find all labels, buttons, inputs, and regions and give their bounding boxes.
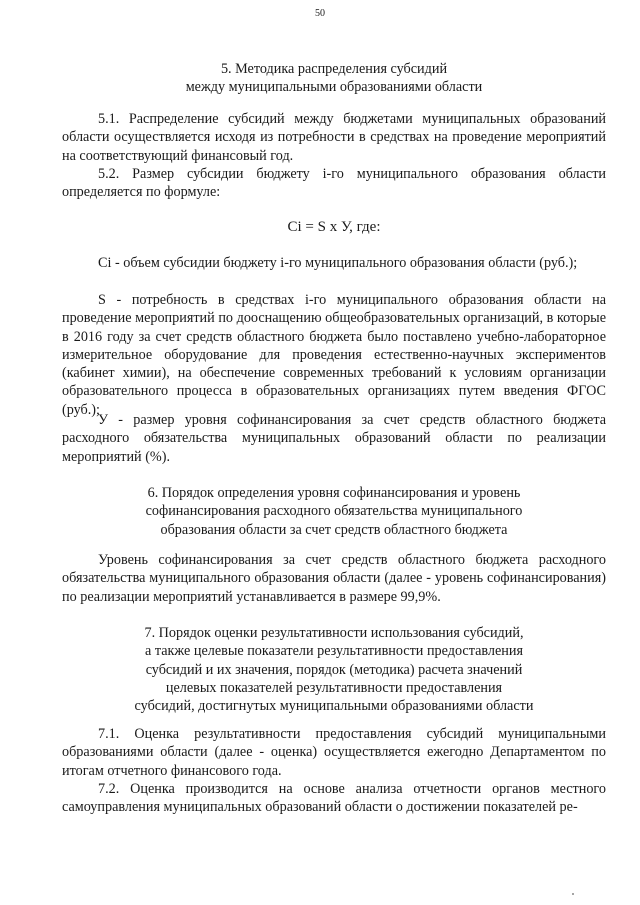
section-7-title-line-1: 7. Порядок оценки результативности использования субсидий,	[144, 625, 524, 641]
formula: Ci = S x У, где:	[287, 219, 381, 235]
section-7-title-line-4: целевых показателей результативности предоставления	[165, 679, 503, 696]
definition-s: S - потребность в средствах i-го муниципального образования области на проведение мероприятий по дооснащению общеобразовательных организаций, в которые в 2016 году за счет средств областного бюджета было поставлено учебно-лабораторное измерительное оборудование для проведения естественно-научных экспериментов (кабинет химии), на обеспечение современных требований к условиям организации образовательного процесса в образовательных организациях путем введения ФГОС (руб.);	[62, 292, 606, 418]
paragraph-7-2: 7.2. Оценка производится на основе анализа отчетности органов местного самоуправления муниципальных образований области о достижении показателей ре-	[62, 781, 606, 816]
scan-speck	[572, 893, 574, 895]
paragraph-5-1: 5.1. Распределение субсидий между бюджетами муниципальных образований области осуществляется исходя из потребности в средствах на проведение мероприятий на соответствующий финансовый год.	[62, 111, 606, 164]
section-7-title-line-3: субсидий и их значения, порядок (методика) расчета значений	[145, 661, 523, 678]
section-5-title-line-2: между муниципальными образованиями области	[185, 79, 483, 96]
section-5-title-line-1: 5. Методика распределения субсидий	[220, 61, 448, 77]
section-6-title-line-1: 6. Порядок определения уровня софинансирования и уровень	[147, 485, 521, 501]
section-6-heading	[62, 484, 606, 539]
paragraph-7-1: 7.1. Оценка результативности предоставления субсидий муниципальными образованиями области (далее - оценка) осуществляется ежегодно Департаментом по итогам отчетного финансового года.	[62, 726, 606, 779]
paragraph-6-1: Уровень софинансирования за счет средств областного бюджета расходного обязательства муниципального образования области (далее - уровень софинансирования) по реализации мероприятий устанавливается в размере 99,9%.	[62, 552, 606, 605]
definition-u: У - размер уровня софинансирования за счет средств областного бюджета расходного обязательства муниципальных образований области по реализации мероприятий (%).	[62, 412, 606, 465]
section-7-title-line-2: а также целевые показатели результативности предоставления	[145, 643, 523, 660]
section-6-title-line-2: софинансирования расходного обязательства муниципального	[145, 503, 523, 520]
section-7-title-line-5: субсидий, достигнутых муниципальными образованиями области	[134, 698, 534, 715]
section-5-heading	[62, 60, 606, 97]
definition-ci: Ci - объем субсидии бюджету i-го муниципального образования области (руб.);	[98, 255, 578, 271]
paragraph-5-2: 5.2. Размер субсидии бюджету i-го муниципального образования области определяется по формуле:	[62, 166, 606, 201]
section-6-title-line-3: образования области за счет средств областного бюджета	[160, 521, 508, 538]
page-number: 50	[315, 8, 325, 19]
section-7-heading	[62, 624, 606, 715]
